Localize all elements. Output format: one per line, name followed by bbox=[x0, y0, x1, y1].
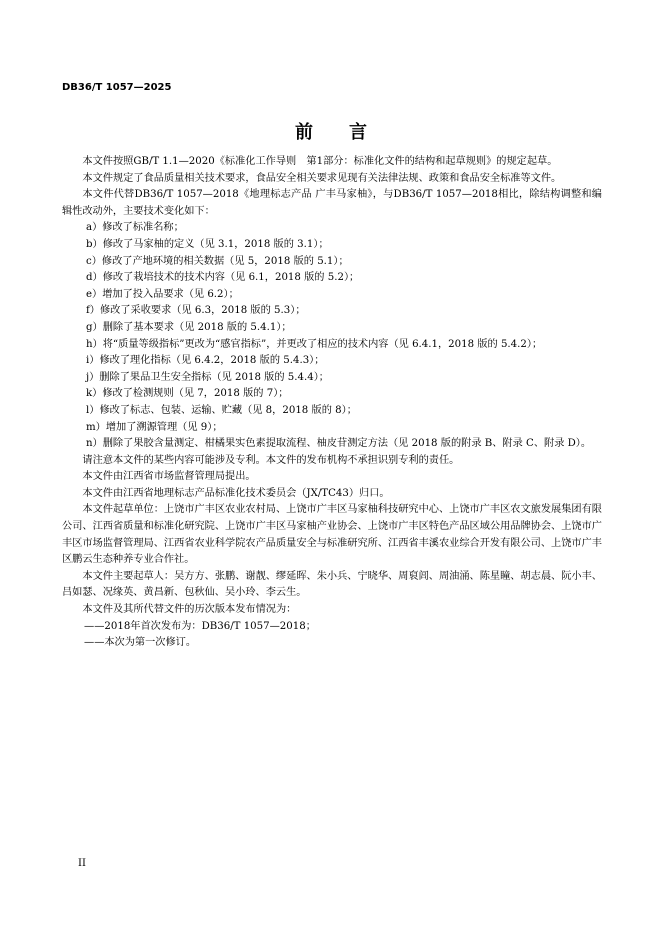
history-item: ——本次为第一次修订。 bbox=[84, 637, 197, 649]
paragraph: 本文件起草单位：上饶市广丰区农业农村局、上饶市广丰区马家柚科技研究中心、上饶市广丰区农文旅发展集团有限公司、江西省质量和标准化研究院、上饶市广丰区马家柚产业协会、上饶市广丰区特色产品区域公用品牌协会、上饶市广丰区市场监督管理局、江西省农业科学院农产品质量安全与标准研究所、江西省丰溪农业综合开发有限公司、上饶市广丰区鹏云生态种养专业合作社。 bbox=[62, 504, 602, 566]
list-item: l）修改了标志、包装、运输、贮藏（见 8，2018 版的 8）； bbox=[86, 404, 357, 416]
page-number: II bbox=[78, 858, 86, 869]
document-code: DB36/T 1057—2025 bbox=[62, 82, 172, 93]
paragraph: 本文件代替DB36/T 1057—2018《地理标志产品 广丰马家柚》，与DB36/T 1057—2018相比，除结构调整和编辑性改动外，主要技术变化如下： bbox=[62, 189, 602, 217]
paragraph: 本文件由江西省地理标志产品标准化技术委员会（JX/TC43）归口。 bbox=[82, 487, 390, 499]
foreword-body bbox=[62, 154, 602, 652]
list-item: b）修改了马家柚的定义（见 3.1，2018 版的 3.1）； bbox=[86, 238, 329, 250]
paragraph: 请注意本文件的某些内容可能涉及专利。本文件的发布机构不承担识别专利的责任。 bbox=[82, 454, 460, 466]
change-list bbox=[62, 220, 602, 452]
list-item: d）修改了栽培技术的技术内容（见 6.1，2018 版的 5.2）； bbox=[86, 272, 360, 284]
paragraph: 本文件按照GB/T 1.1—2020《标准化工作导则 第1部分：标准化文件的结构和起草规则》的规定起草。 bbox=[82, 156, 558, 167]
paragraph: 本文件规定了食品质量相关技术要求，食品安全相关要求见现有关法律法规、政策和食品安全标准等文件。 bbox=[82, 172, 562, 184]
list-item: g）删除了基本要求（见 2018 版的 5.4.1）； bbox=[86, 321, 292, 333]
paragraph: 本文件及其所代替文件的历次版本发布情况为： bbox=[82, 604, 297, 616]
history-item: ——2018年首次发布为：DB36/T 1057—2018； bbox=[84, 620, 316, 632]
list-item: n）删除了果胶含量测定、柑橘果实色素提取流程、柚皮苷测定方法（见 2018 版的附录 B、附录 C、附录 D）。 bbox=[86, 438, 592, 450]
list-item: f）修改了采收要求（见 6.3，2018 版的 5.3）； bbox=[86, 305, 306, 317]
list-item: h）将“质量等级指标”更改为“感官指标”，并更改了相应的技术内容（见 6.4.1，2018 版的 5.4.2）； bbox=[86, 338, 543, 350]
list-item: c）修改了产地环境的相关数据（见 5，2018 版的 5.1）； bbox=[86, 255, 349, 267]
page-title: 前 言 bbox=[295, 122, 367, 143]
list-item: i）修改了理化指标（见 6.4.2，2018 版的 5.4.3）； bbox=[86, 355, 325, 367]
list-item: j）删除了果品卫生安全指标（见 2018 版的 5.4.4）； bbox=[86, 371, 329, 383]
list-item: a）修改了标准名称； bbox=[86, 222, 184, 234]
paragraph: 本文件由江西省市场监督管理局提出。 bbox=[82, 471, 256, 483]
list-item: e）增加了投入品要求（见 6.2）； bbox=[86, 288, 239, 300]
paragraph: 本文件主要起草人：吴方方、张鹏、谢靓、缪延晖、朱小兵、宁晓华、周裒闾、周油涌、陈星瞳、胡志晨、阮小丰、吕如瑟、况缘英、黄昌新、包秋仙、吴小玲、李云生。 bbox=[62, 570, 602, 599]
list-item: k）修改了检测规则（见 7，2018 版的 7）； bbox=[86, 388, 289, 400]
list-item: m）增加了溯源管理（见 9）； bbox=[86, 421, 223, 433]
